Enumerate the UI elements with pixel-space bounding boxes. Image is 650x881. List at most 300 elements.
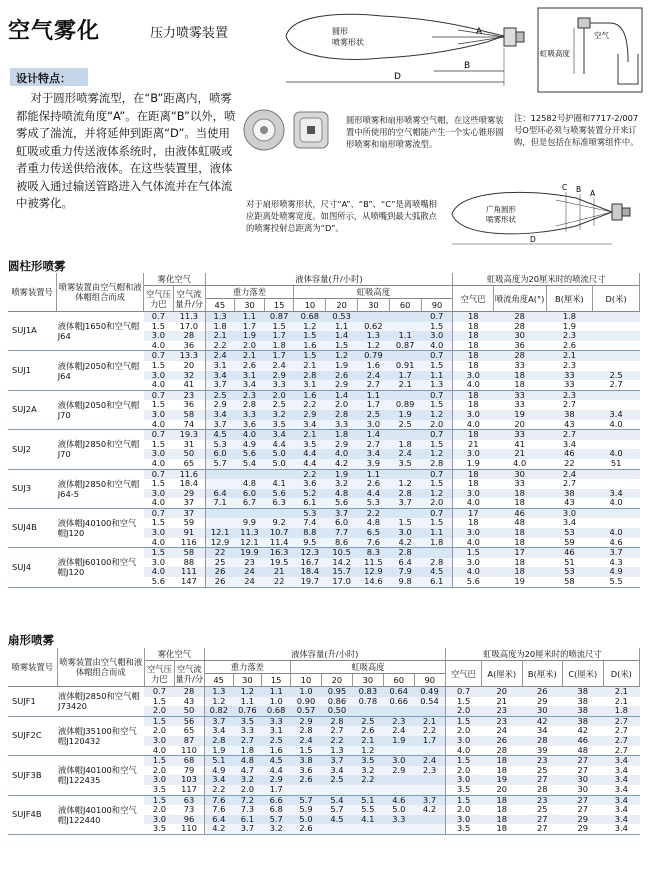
value-cell: 2.8	[421, 459, 453, 469]
value-cell: 0.57	[291, 706, 322, 716]
value-cell: 1.5	[294, 351, 326, 361]
value-cell	[205, 518, 235, 528]
combo-cell: 液体帽J2050和空气帽J70	[57, 390, 144, 429]
value-cell: 53	[546, 567, 593, 577]
value-cell: 3.6	[294, 479, 326, 489]
value-cell	[414, 815, 445, 825]
value-cell: 18.4	[294, 567, 326, 577]
value-cell: 0.86	[321, 697, 352, 707]
value-cell: 0.7	[144, 351, 174, 361]
value-cell: 1.5	[421, 518, 453, 528]
value-cell: 50	[173, 449, 205, 459]
value-cell: 18	[453, 322, 493, 332]
round-shape-label: 圆形	[332, 27, 348, 36]
value-cell: 3.0	[453, 449, 493, 459]
hdr-spray-B: B(厘米)	[546, 286, 593, 312]
value-cell: 18	[453, 361, 493, 371]
hdr-gravity-45: 45	[205, 299, 235, 312]
value-cell	[352, 785, 383, 795]
value-cell: 21	[264, 567, 294, 577]
value-cell: 1.5	[445, 716, 481, 726]
value-cell: 3.5	[389, 459, 421, 469]
round-table-title: 圆柱形喷雾	[8, 259, 66, 273]
value-cell: 2.8	[321, 716, 352, 726]
value-cell: 3.0	[144, 489, 174, 499]
value-cell	[593, 400, 640, 410]
value-cell: 4.1	[264, 479, 294, 489]
value-cell: 12.9	[358, 567, 390, 577]
value-cell: 21	[453, 440, 493, 450]
value-cell: 2.2	[352, 775, 383, 785]
siphon-diagram	[534, 4, 646, 94]
value-cell: 2.4	[389, 449, 421, 459]
value-cell: 3.0	[144, 736, 174, 746]
value-cell: 2.3	[546, 331, 593, 341]
value-cell: 1.5	[144, 716, 174, 726]
value-cell: 18	[493, 380, 546, 390]
value-cell: 2.9	[264, 371, 294, 381]
value-cell: 3.7	[205, 380, 235, 390]
value-cell: 7.9	[389, 567, 421, 577]
value-cell: 0.7	[421, 390, 453, 400]
hdr-model: 喷雾装置号	[8, 273, 57, 312]
value-cell	[593, 351, 640, 361]
value-cell	[593, 430, 640, 440]
value-cell: 0.50	[321, 706, 352, 716]
value-cell: 18	[453, 469, 493, 479]
value-cell	[358, 312, 390, 322]
value-cell: 1.5	[389, 518, 421, 528]
value-cell: 11.3	[235, 528, 265, 538]
value-cell: 1.5	[264, 322, 294, 332]
value-cell: 1.9	[453, 459, 493, 469]
value-cell: 36	[173, 341, 205, 351]
value-cell: 33	[493, 430, 546, 440]
value-cell: 4.2	[389, 538, 421, 548]
fan-label-A: A	[590, 189, 596, 198]
value-cell: 1.4	[326, 390, 358, 400]
value-cell: 5.4	[321, 795, 352, 805]
value-cell	[321, 785, 352, 795]
value-cell: 2.8	[204, 736, 233, 746]
value-cell: 7.6	[204, 805, 233, 815]
value-cell	[593, 341, 640, 351]
value-cell: 2.4	[414, 756, 445, 766]
value-cell: 18	[493, 498, 546, 508]
value-cell: 2.1	[414, 716, 445, 726]
table-row	[8, 351, 640, 361]
value-cell: 3.3	[235, 410, 265, 420]
value-cell: 3.0	[453, 558, 493, 568]
combo-cell: 液体帽J40100和空气帽J122435	[57, 756, 144, 795]
model-cell: SUJ1	[8, 351, 57, 390]
value-cell: 0.90	[291, 697, 322, 707]
value-cell: 1.4	[326, 331, 358, 341]
value-cell: 3.2	[233, 775, 262, 785]
value-cell: 17	[453, 508, 493, 518]
value-cell: 3.7	[321, 756, 352, 766]
value-cell: 28	[522, 736, 563, 746]
value-cell: 58	[546, 577, 593, 587]
value-cell: 4.4	[358, 489, 390, 499]
value-cell: 2.9	[294, 410, 326, 420]
value-cell: 2.0	[421, 420, 453, 430]
value-cell: 2.4	[264, 361, 294, 371]
value-cell: 0.68	[262, 706, 291, 716]
value-cell: 27	[563, 756, 604, 766]
value-cell: 1.5	[421, 479, 453, 489]
value-cell: 4.0	[445, 746, 481, 756]
value-cell: 4.8	[358, 518, 390, 528]
hdr-air-pressure: 空气压力巴	[144, 286, 174, 312]
value-cell: 0.7	[421, 508, 453, 518]
value-cell: 0.7	[144, 508, 174, 518]
value-cell: 3.9	[358, 459, 390, 469]
value-cell: 1.5	[421, 440, 453, 450]
value-cell	[593, 518, 640, 528]
value-cell: 50	[174, 706, 204, 716]
value-cell: 27	[563, 766, 604, 776]
hdr-siphon-30: 30	[358, 299, 390, 312]
value-cell: 25	[522, 805, 563, 815]
value-cell: 5.7	[291, 795, 322, 805]
value-cell: 15.7	[326, 567, 358, 577]
caption-fan-spray: 对于扇形喷雾形状，尺寸“A”、“B”、“C”是离喷嘴相应距离处喷雾宽度。如图所示，从喷嘴到最大弧散点的喷雾投射总距离为“D”。	[246, 199, 437, 233]
value-cell: 2.7	[233, 736, 262, 746]
value-cell: 2.6	[546, 341, 593, 351]
value-cell: 5.0	[291, 815, 322, 825]
value-cell: 3.0	[358, 420, 390, 430]
fan-spray-diagram	[446, 182, 646, 252]
hdr-spray-angle: 喷流角度A(°)	[493, 286, 546, 312]
value-cell: 2.0	[144, 766, 174, 776]
fan-hdr-air-pressure: 空气压力巴	[144, 661, 174, 687]
value-cell: 4.6	[593, 538, 640, 548]
value-cell	[414, 785, 445, 795]
value-cell: 4.8	[235, 479, 265, 489]
value-cell: 2.7	[546, 430, 593, 440]
value-cell: 3.0	[453, 371, 493, 381]
value-cell: 0.7	[144, 469, 174, 479]
value-cell: 2.0	[144, 706, 174, 716]
value-cell: 2.5	[205, 390, 235, 400]
value-cell: 10.5	[326, 548, 358, 558]
value-cell: 3.3	[233, 726, 262, 736]
value-cell: 1.5	[144, 756, 174, 766]
value-cell: 2.2	[294, 400, 326, 410]
value-cell: 14.2	[326, 558, 358, 568]
hdr-siphon-60: 60	[383, 674, 414, 687]
value-cell: 4.4	[294, 449, 326, 459]
value-cell: 1.2	[421, 449, 453, 459]
value-cell: 26	[205, 567, 235, 577]
value-cell: 3.0	[144, 449, 174, 459]
value-cell: 4.0	[144, 420, 174, 430]
value-cell: 2.0	[326, 400, 358, 410]
value-cell: 18	[453, 341, 493, 351]
value-cell: 34	[522, 726, 563, 736]
fan-hdr-spray-air: 空气巴	[445, 661, 481, 687]
value-cell: 2.5	[593, 371, 640, 381]
value-cell: 18	[482, 805, 523, 815]
value-cell: 16.7	[294, 558, 326, 568]
value-cell: 3.1	[294, 380, 326, 390]
value-cell: 4.0	[144, 538, 174, 548]
model-cell: SUJ2	[8, 430, 57, 469]
value-cell: 18	[453, 518, 493, 528]
value-cell: 14.6	[358, 577, 390, 587]
caption-air-caps: 圆形喷雾和扇形喷雾空气帽，在这些喷雾装置中所使用的空气帽能产生一个实心锥形圆形喷雾和扇形喷雾流型。	[346, 115, 504, 149]
hdr-siphon-90: 90	[421, 299, 453, 312]
value-cell: 36	[493, 341, 546, 351]
value-cell: 3.4	[593, 489, 640, 499]
value-cell: 3.0	[144, 331, 174, 341]
value-cell	[264, 469, 294, 479]
value-cell: 3.0	[546, 508, 593, 518]
value-cell: 4.0	[235, 430, 265, 440]
value-cell: 0.7	[421, 312, 453, 322]
value-cell: 4.0	[453, 380, 493, 390]
value-cell: 18	[493, 567, 546, 577]
value-cell: 2.3	[546, 390, 593, 400]
value-cell	[593, 440, 640, 450]
value-cell: 1.2	[326, 351, 358, 361]
value-cell	[414, 746, 445, 756]
hdr-siphon-30: 30	[352, 674, 383, 687]
value-cell: 0.53	[326, 312, 358, 322]
hdr-gravity-15: 15	[264, 299, 294, 312]
value-cell: 4.0	[421, 341, 453, 351]
value-cell: 4.4	[264, 440, 294, 450]
value-cell: 20	[493, 420, 546, 430]
value-cell: 2.0	[445, 805, 481, 815]
fan-shape-label: 广角圆形	[486, 205, 516, 214]
value-cell: 2.2	[358, 508, 390, 518]
value-cell: 0.7	[445, 687, 481, 697]
value-cell: 3.4	[204, 775, 233, 785]
value-cell: 2.5	[358, 410, 390, 420]
value-cell: 0.7	[421, 351, 453, 361]
value-cell: 6.8	[262, 805, 291, 815]
value-cell: 3.5	[445, 824, 481, 834]
value-cell: 23	[482, 706, 523, 716]
value-cell: 3.7	[326, 508, 358, 518]
value-cell: 1.5	[144, 440, 174, 450]
value-cell: 3.0	[383, 756, 414, 766]
value-cell: 19.3	[173, 430, 205, 440]
value-cell: 2.0	[445, 766, 481, 776]
value-cell: 3.4	[205, 410, 235, 420]
value-cell: 3.0	[144, 558, 174, 568]
value-cell: 4.8	[326, 489, 358, 499]
value-cell: 9.8	[389, 577, 421, 587]
hdr-gravity-45: 45	[204, 674, 233, 687]
value-cell: 0.79	[358, 351, 390, 361]
fan-hdr-spray-C: C(厘米)	[563, 661, 604, 687]
air-cap-photo	[240, 104, 336, 156]
round-spray-diagram	[282, 6, 528, 88]
value-cell: 6.0	[326, 518, 358, 528]
value-cell: 1.1	[262, 687, 291, 697]
value-cell: 48	[493, 518, 546, 528]
combo-cell: 液体帽J2850和空气帽J73420	[57, 687, 144, 717]
value-cell: 58	[173, 410, 205, 420]
model-cell: SUJF3B	[8, 756, 57, 795]
value-cell: 4.8	[233, 756, 262, 766]
value-cell: 0.7	[144, 312, 174, 322]
value-cell: 1.9	[383, 736, 414, 746]
value-cell: 5.7	[262, 815, 291, 825]
value-cell: 1.4	[358, 430, 390, 440]
value-cell: 33	[493, 361, 546, 371]
value-cell: 4.0	[144, 746, 174, 756]
fan-hdr-air-flow: 空气流量升/分	[174, 661, 204, 687]
value-cell: 7.4	[294, 518, 326, 528]
value-cell	[414, 706, 445, 716]
value-cell: 43	[546, 420, 593, 430]
value-cell: 18	[493, 371, 546, 381]
value-cell: 73	[174, 805, 204, 815]
value-cell: 2.1	[294, 430, 326, 440]
value-cell: 0.7	[144, 430, 174, 440]
table-row	[8, 756, 640, 766]
value-cell: 11.6	[173, 469, 205, 479]
value-cell	[235, 469, 265, 479]
value-cell: 23	[173, 390, 205, 400]
value-cell: 8.6	[326, 538, 358, 548]
combo-cell: 液体帽J2850和空气帽J70	[57, 430, 144, 469]
value-cell: 4.0	[453, 498, 493, 508]
round-spray-table	[8, 273, 640, 588]
value-cell: 3.0	[144, 371, 174, 381]
value-cell: 1.5	[144, 400, 174, 410]
value-cell: 0.49	[414, 687, 445, 697]
value-cell: 9.9	[235, 518, 265, 528]
value-cell	[235, 508, 265, 518]
round-spray-table-container	[8, 273, 640, 588]
value-cell: 3.4	[264, 430, 294, 440]
value-cell: 6.4	[204, 815, 233, 825]
value-cell: 59	[546, 538, 593, 548]
value-cell: 3.0	[144, 410, 174, 420]
value-cell	[389, 430, 421, 440]
value-cell: 17	[493, 548, 546, 558]
value-cell: 1.5	[445, 756, 481, 766]
value-cell: 5.4	[235, 459, 265, 469]
value-cell: 41	[493, 440, 546, 450]
value-cell: 28	[493, 351, 546, 361]
value-cell: 2.1	[205, 331, 235, 341]
value-cell: 18	[493, 528, 546, 538]
value-cell: 117	[174, 785, 204, 795]
value-cell: 3.5	[144, 824, 174, 834]
value-cell: 4.5	[262, 756, 291, 766]
value-cell: 2.0	[144, 726, 174, 736]
value-cell: 6.4	[389, 558, 421, 568]
value-cell: 42	[522, 716, 563, 726]
value-cell: 4.2	[204, 824, 233, 834]
value-cell: 2.8	[235, 400, 265, 410]
value-cell: 3.0	[445, 815, 481, 825]
value-cell: 26	[522, 687, 563, 697]
value-cell: 3.0	[445, 736, 481, 746]
hdr-siphon: 虹吸高度	[294, 286, 453, 299]
value-cell: 5.6	[326, 498, 358, 508]
value-cell: 1.6	[262, 746, 291, 756]
combo-cell: 液体帽J60100和空气帽J120	[57, 548, 144, 587]
value-cell: 7.7	[326, 528, 358, 538]
value-cell: 2.6	[235, 361, 265, 371]
hdr-atom-air: 雾化空气	[144, 273, 205, 286]
fan-label-D: D	[530, 235, 536, 244]
value-cell: 3.4	[603, 775, 639, 785]
fan-spray-table	[8, 648, 640, 835]
hdr-siphon-10: 10	[291, 674, 322, 687]
value-cell: 0.83	[352, 687, 383, 697]
value-cell: 28	[522, 785, 563, 795]
value-cell: 30	[493, 331, 546, 341]
value-cell: 1.5	[144, 479, 174, 489]
label-A: A	[476, 27, 483, 37]
value-cell: 32	[173, 371, 205, 381]
value-cell: 2.4	[291, 736, 322, 746]
value-cell: 2.0	[233, 785, 262, 795]
value-cell: 27	[563, 795, 604, 805]
value-cell: 2.3	[546, 361, 593, 371]
value-cell: 1.2	[421, 489, 453, 499]
value-cell: 0.78	[352, 697, 383, 707]
svg-text:喷雾形状: 喷雾形状	[486, 215, 516, 224]
value-cell: 42	[563, 726, 604, 736]
value-cell: 5.6	[235, 449, 265, 459]
value-cell: 25	[205, 558, 235, 568]
value-cell: 1.7	[235, 322, 265, 332]
value-cell: 2.0	[144, 805, 174, 815]
value-cell: 5.5	[593, 577, 640, 587]
value-cell: 2.5	[352, 716, 383, 726]
value-cell: 2.3	[414, 766, 445, 776]
value-cell: 4.3	[593, 558, 640, 568]
value-cell: 1.2	[358, 341, 390, 351]
value-cell: 25	[522, 766, 563, 776]
value-cell: 4.5	[205, 430, 235, 440]
value-cell: 3.5	[264, 420, 294, 430]
value-cell: 1.5	[291, 746, 322, 756]
value-cell: 1.8	[205, 322, 235, 332]
value-cell: 28	[493, 312, 546, 322]
value-cell: 18	[493, 538, 546, 548]
value-cell: 2.6	[291, 824, 322, 834]
value-cell: 0.76	[233, 706, 262, 716]
value-cell	[593, 390, 640, 400]
value-cell: 2.1	[603, 697, 639, 707]
value-cell: 1.8	[233, 746, 262, 756]
value-cell: 4.5	[321, 815, 352, 825]
value-cell: 2.4	[383, 726, 414, 736]
value-cell: 3.4	[546, 518, 593, 528]
table-row	[8, 795, 640, 805]
value-cell: 5.5	[352, 805, 383, 815]
combo-cell: 液体帽J35100和空气帽J120432	[57, 716, 144, 755]
value-cell: 51	[593, 459, 640, 469]
value-cell: 103	[174, 775, 204, 785]
value-cell: 33	[493, 400, 546, 410]
value-cell: 26	[205, 577, 235, 587]
value-cell: 2.6	[326, 371, 358, 381]
fan-hdr-spray-A: A(厘米)	[482, 661, 523, 687]
value-cell: 1.8	[389, 440, 421, 450]
value-cell: 3.7	[205, 420, 235, 430]
